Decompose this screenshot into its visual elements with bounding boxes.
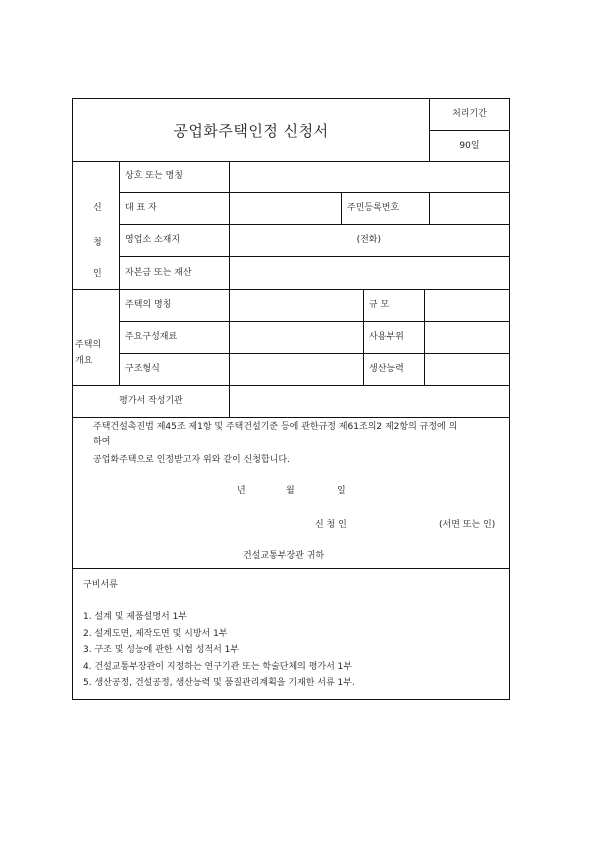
application-form xyxy=(72,98,510,700)
house-name-label: 주택의 명칭 xyxy=(125,300,172,310)
statement-line-2: 하여 xyxy=(93,437,111,447)
material-field[interactable] xyxy=(230,322,363,353)
representative-field[interactable] xyxy=(230,193,341,224)
address-label: 영업소 소재지 xyxy=(125,235,181,245)
attachments-heading: 구비서류 xyxy=(83,580,118,590)
house-name-field[interactable] xyxy=(230,290,363,321)
attachment-item: 4. 건설교통부장관이 지정하는 연구기관 또는 학술단체의 평가서 1부 xyxy=(83,662,353,672)
overview-side-label-2: 개요 xyxy=(75,356,93,366)
applicant-signature-label: 신 청 인 xyxy=(315,520,347,530)
name-label: 상호 또는 명칭 xyxy=(125,171,183,181)
applicant-side-label-1: 신 xyxy=(93,203,102,213)
registration-number-label: 주민등록번호 xyxy=(347,203,400,213)
representative-label: 대 표 자 xyxy=(125,203,157,213)
phone-label[interactable]: (전화) xyxy=(356,235,381,245)
overview-side-label-1: 주택의 xyxy=(75,340,102,350)
addressee: 건설교통부장관 귀하 xyxy=(243,551,325,561)
material-label: 주요구성재료 xyxy=(125,332,178,342)
applicant-side-label-2: 청 xyxy=(93,238,102,248)
divider xyxy=(73,417,509,418)
capital-field[interactable] xyxy=(230,257,509,289)
scale-label: 규 모 xyxy=(369,300,390,310)
capital-label: 자본금 또는 재산 xyxy=(125,267,192,278)
evaluator-field[interactable] xyxy=(230,386,509,417)
processing-period-value: 90일 xyxy=(459,140,480,151)
date-day: 일 xyxy=(337,486,346,496)
evaluator-label: 평가서 작성기관 xyxy=(119,396,183,406)
statement-line-3: 공업화주택으로 인정받고자 위와 같이 신청합니다. xyxy=(93,455,290,465)
divider xyxy=(73,568,509,569)
processing-period-label: 처리기간 xyxy=(452,109,487,119)
capacity-field[interactable] xyxy=(425,354,509,385)
scale-field[interactable] xyxy=(425,290,509,321)
structure-field[interactable] xyxy=(230,354,363,385)
date-month: 월 xyxy=(286,486,295,496)
applicant-side-label-3: 인 xyxy=(93,269,102,279)
use-part-label: 사용부위 xyxy=(369,332,404,342)
structure-label: 구조형식 xyxy=(125,364,160,374)
attachment-item: 5. 생산공정, 건설공정, 생산능력 및 품질관리계획을 기재한 서류 1부. xyxy=(83,678,355,688)
signature-note: (서면 또는 인) xyxy=(439,520,496,530)
registration-number-field[interactable] xyxy=(430,193,509,224)
name-field[interactable] xyxy=(230,161,509,192)
date-year: 년 xyxy=(237,486,246,496)
attachment-item: 3. 구조 및 성능에 관한 시험 성적서 1부 xyxy=(83,645,240,655)
statement-line-1: 주택건설촉진법 제45조 제1항 및 주택건설기준 등에 관한규정 제61조의2 제2항의 규정에 의 xyxy=(93,422,458,432)
attachment-item: 2. 설계도면, 제작도면 및 시방서 1부 xyxy=(83,629,228,639)
attachment-item: 1. 설계 및 제품설명서 1부 xyxy=(83,612,188,622)
capacity-label: 생산능력 xyxy=(369,364,404,374)
page-title: 공업화주택인정 신청서 xyxy=(173,121,329,140)
use-part-field[interactable] xyxy=(425,322,509,353)
